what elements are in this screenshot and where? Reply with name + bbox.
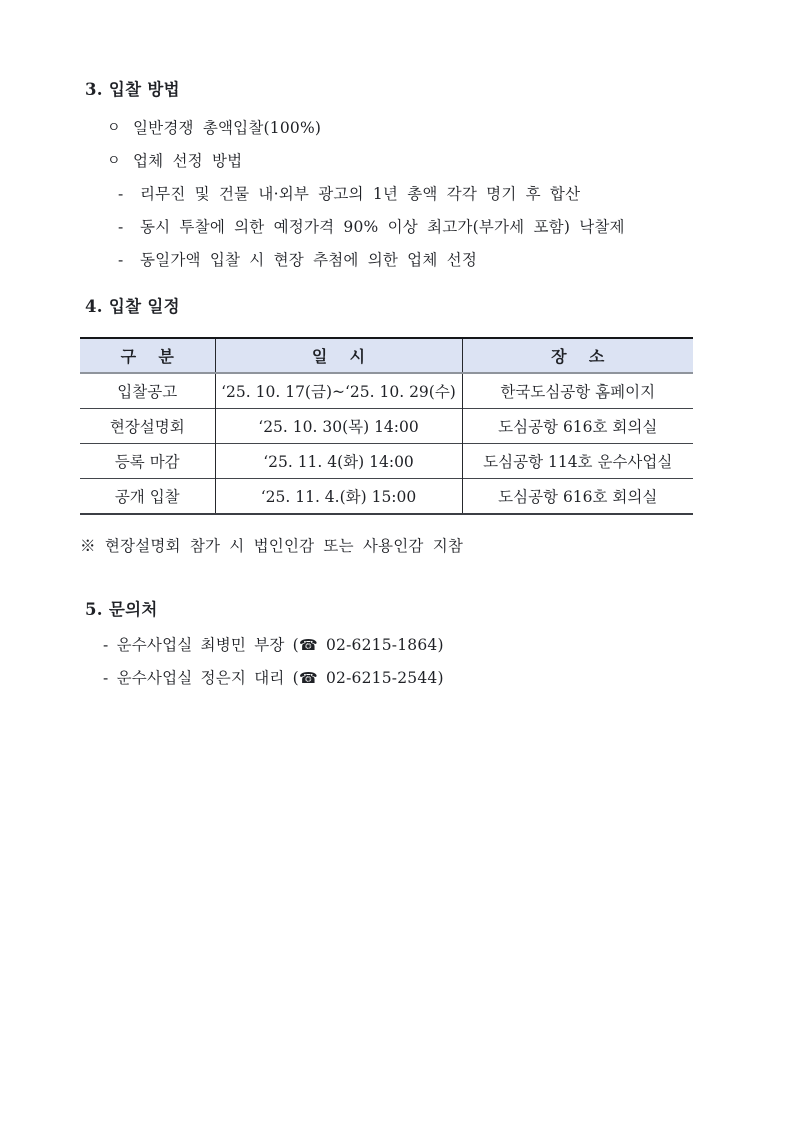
contact-phone-number: 02-6215-1864 <box>317 636 438 654</box>
column-header-category: 구 분 <box>80 338 215 373</box>
section-5-heading: 5. 문의처 <box>85 600 158 619</box>
section-4-heading: 4. 입찰 일정 <box>85 297 180 316</box>
table-row <box>80 373 693 409</box>
bullet-marker: - <box>118 218 124 236</box>
contact-line <box>85 629 710 662</box>
bullet-marker: ㅇ <box>107 120 121 136</box>
list-item <box>85 145 710 178</box>
cell-category: 공개 입찰 <box>80 479 215 515</box>
contact-text: ) <box>437 636 444 654</box>
list-item <box>85 211 710 244</box>
cell-datetime: ‘25. 10. 17(금)~‘25. 10. 29(수) <box>215 373 462 409</box>
bullet-marker: ㅇ <box>107 153 121 169</box>
cell-datetime: ‘25. 11. 4.(화) 15:00 <box>215 479 462 515</box>
table-row <box>80 444 693 479</box>
list-item <box>85 112 710 145</box>
contact-phone-number: 02-6215-2544 <box>317 669 438 687</box>
phone-icon: ☎ <box>298 669 318 687</box>
cell-place: 도심공항 616호 회의실 <box>462 479 693 515</box>
list-item-text: 업체 선정 방법 <box>133 152 243 170</box>
section-3-heading: 3. 입찰 방법 <box>85 80 180 99</box>
cell-category: 현장설명회 <box>80 409 215 444</box>
cell-place: 도심공항 616호 회의실 <box>462 409 693 444</box>
cell-category: 입찰공고 <box>80 373 215 409</box>
bullet-marker: - <box>118 251 124 269</box>
list-item-text: 일반경쟁 총액입찰(100%) <box>133 119 322 137</box>
column-header-place: 장 소 <box>462 338 693 373</box>
cell-place: 한국도심공항 홈페이지 <box>462 373 693 409</box>
table-header-row <box>80 338 693 373</box>
column-header-datetime: 일 시 <box>215 338 462 373</box>
site-briefing-note: ※ 현장설명회 참가 시 법인인감 또는 사용인감 지참 <box>80 537 464 555</box>
document-content <box>80 80 710 695</box>
schedule-table <box>80 337 693 515</box>
list-item-text: 동일가액 입찰 시 현장 추첨에 의한 업체 선정 <box>140 251 478 269</box>
bullet-marker: - <box>118 185 124 203</box>
cell-category: 등록 마감 <box>80 444 215 479</box>
contact-text: - 운수사업실 최병민 부장 ( <box>103 636 299 654</box>
list-item <box>85 244 710 277</box>
table-row <box>80 479 693 515</box>
contact-line <box>85 662 710 695</box>
list-item <box>85 178 710 211</box>
contact-text: - 운수사업실 정은지 대리 ( <box>103 669 299 687</box>
list-item-text: 동시 투찰에 의한 예정가격 90% 이상 최고가(부가세 포함) 낙찰제 <box>140 218 625 236</box>
table-row <box>80 409 693 444</box>
contact-list <box>85 629 710 695</box>
cell-datetime: ‘25. 11. 4(화) 14:00 <box>215 444 462 479</box>
cell-datetime: ‘25. 10. 30(목) 14:00 <box>215 409 462 444</box>
cell-place: 도심공항 114호 운수사업실 <box>462 444 693 479</box>
contact-text: ) <box>437 669 444 687</box>
list-item-text: 리무진 및 건물 내·외부 광고의 1년 총액 각각 명기 후 합산 <box>140 185 581 203</box>
phone-icon: ☎ <box>298 636 318 654</box>
bid-method-list <box>85 112 710 277</box>
